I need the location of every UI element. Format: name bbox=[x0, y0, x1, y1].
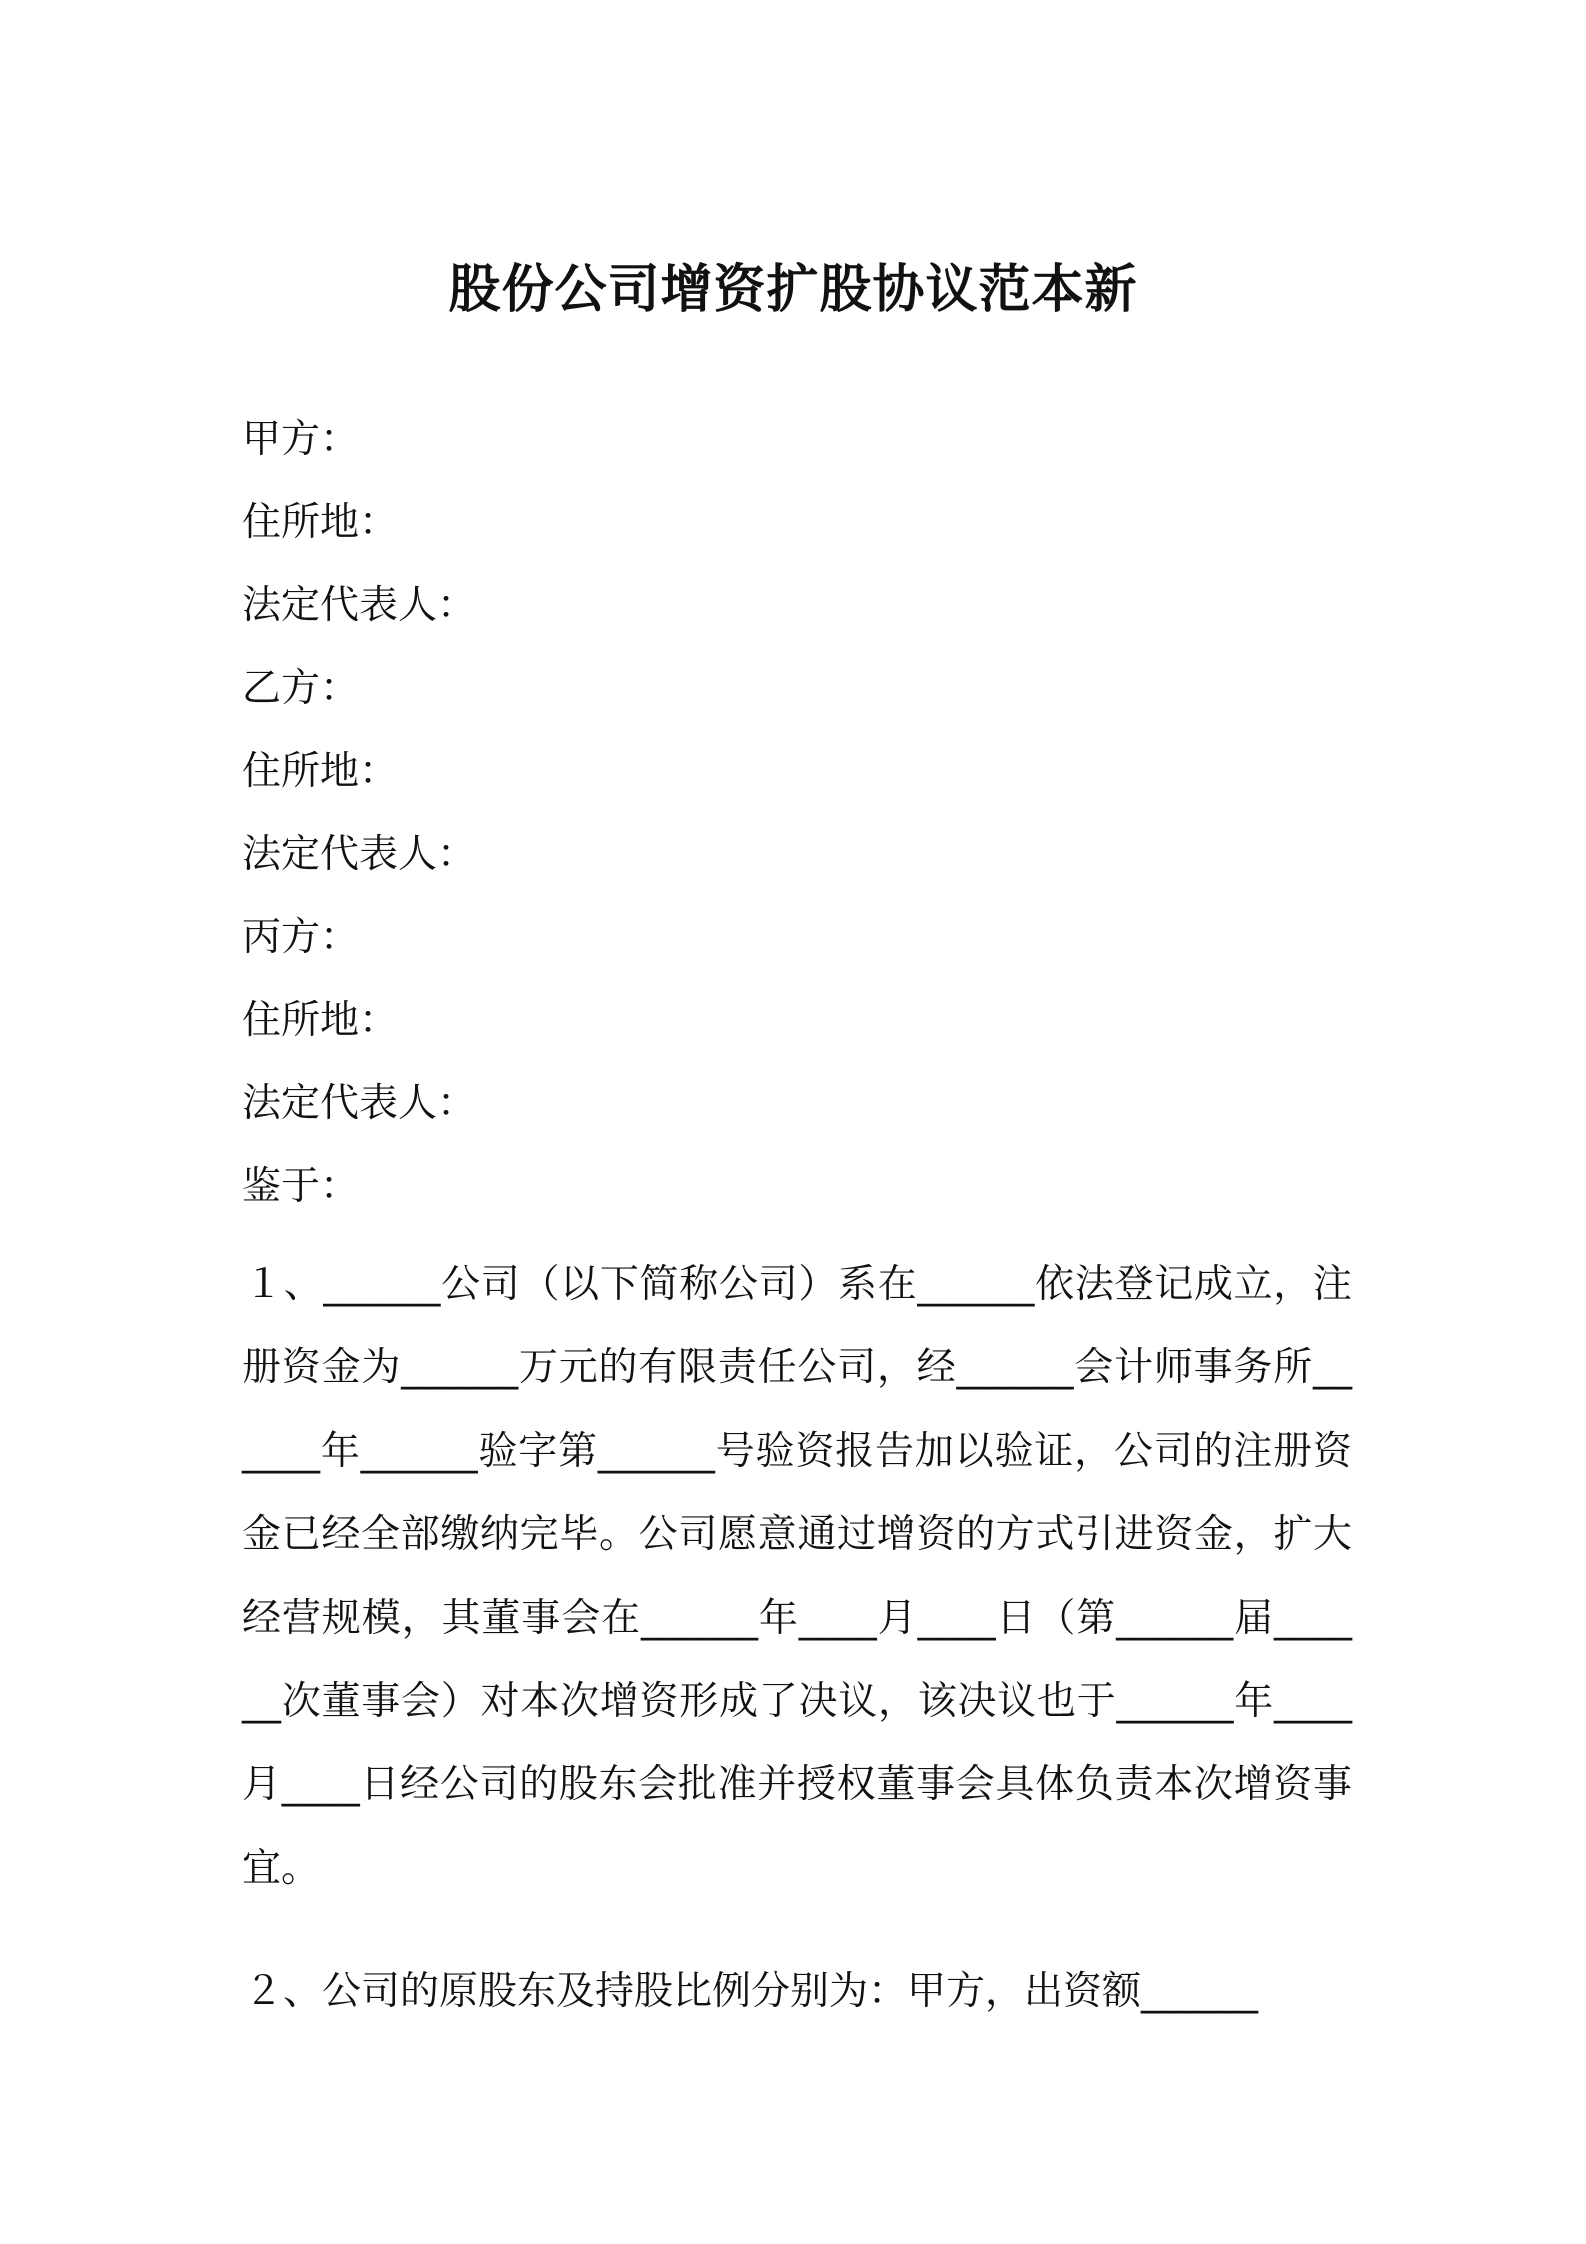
party-c-label: 丙方： bbox=[242, 915, 360, 960]
document-title: 股份公司增资扩股协议范本新 bbox=[448, 260, 1138, 320]
party-c-address-label: 住所地： bbox=[242, 998, 399, 1043]
party-b-label: 乙方： bbox=[242, 666, 360, 711]
clause-1-paragraph: １、______公司（以下简称公司）系在______依法登记成立，注册资金为______万元的有限责任公司，经______会计师事务所______年______验字第______号验资报告加以验证，公司的注册资金已经全部缴纳完毕。公司愿意通过增资的方式引进资金，扩大经营规模，其董事会在______年____月____日（第______届______次董事会）对本次增资形成了决议，该决议也于______年____月____日经公司的股东会批准并授权董事会具体负责本次增资事宜。 bbox=[242, 1262, 1352, 1891]
party-b-representative-label: 法定代表人： bbox=[242, 832, 477, 877]
party-c-representative-label: 法定代表人： bbox=[242, 1081, 477, 1126]
party-a-representative-label: 法定代表人： bbox=[242, 583, 477, 628]
party-a-address-label: 住所地： bbox=[242, 500, 399, 545]
clause-2-paragraph: ２、公司的原股东及持股比例分别为：甲方，出资额______ bbox=[244, 1969, 1259, 2014]
party-a-label: 甲方： bbox=[242, 417, 360, 462]
whereas-label: 鉴于： bbox=[242, 1164, 360, 1209]
party-b-address-label: 住所地： bbox=[242, 749, 399, 794]
